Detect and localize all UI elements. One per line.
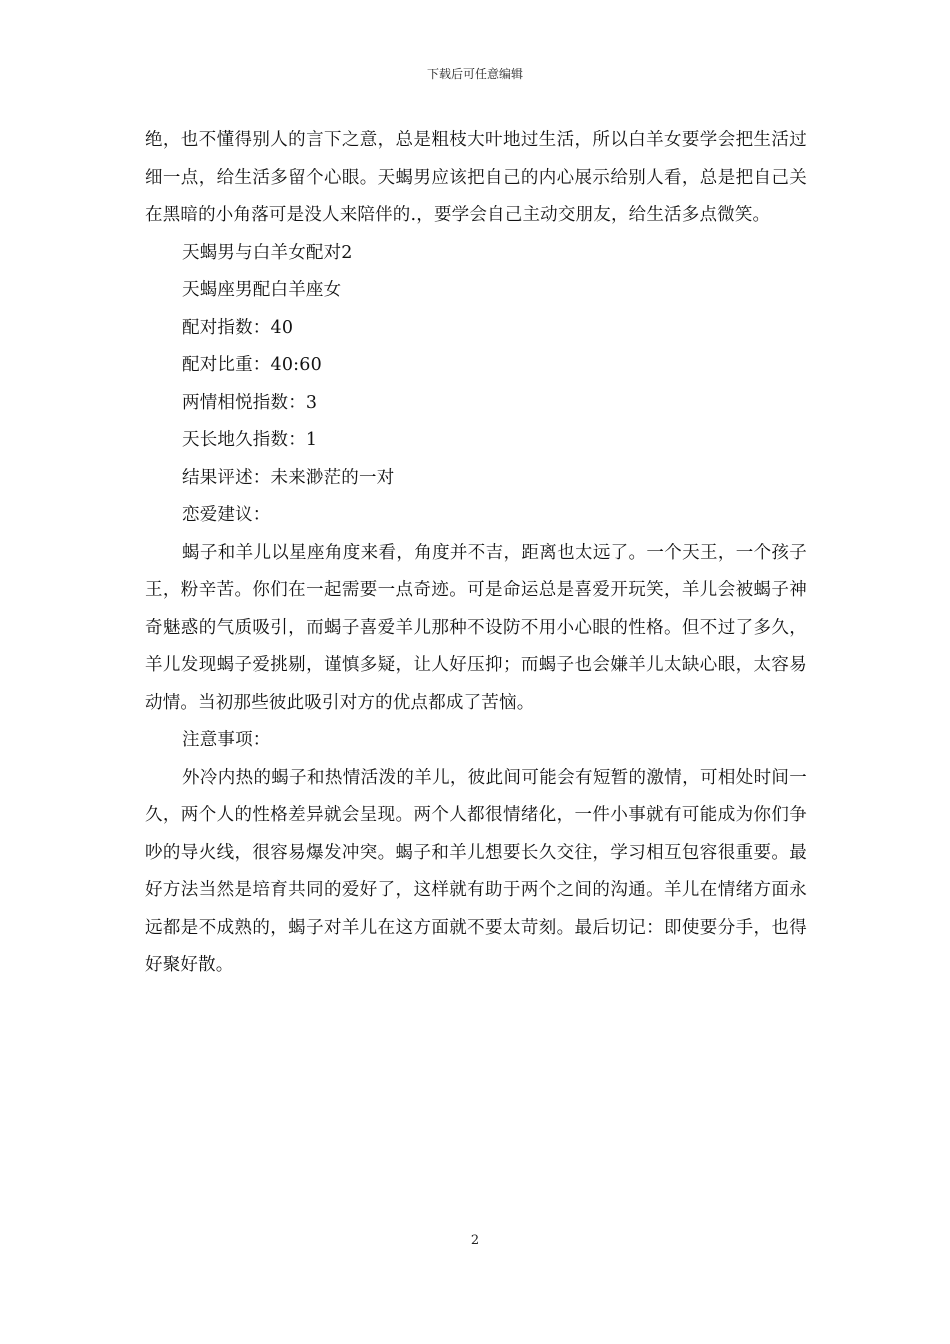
forever-index: 天长地久指数：1 bbox=[182, 430, 318, 450]
pair-ratio: 配对比重：40:60 bbox=[182, 355, 322, 375]
mutual-affection-index: 两情相悦指数：3 bbox=[182, 392, 318, 413]
result-comment: 结果评述：未来渺茫的一对 bbox=[182, 467, 395, 488]
page-header: 下载后可任意编辑 bbox=[426, 67, 523, 81]
pair-index: 配对指数：40 bbox=[182, 317, 294, 338]
section-subtitle: 天蝎座男配白羊座女 bbox=[182, 280, 342, 300]
advice-heading: 恋爱建议： bbox=[182, 505, 271, 525]
section-title: 天蝎男与白羊女配对2 bbox=[182, 242, 353, 263]
paragraph-continuation: 绝，也不懂得别人的言下之意，总是粗枝大叶地过生活，所以白羊女要学会把生活过细一点，给生活多留个心眼。天蝎男应该把自己的内心展示给别人看，总是把自己关在黑暗的小角落可是没人来陪伴的.，要学会自己主动交朋友，给生活多点微笑。 bbox=[145, 130, 807, 225]
notes-heading: 注意事项： bbox=[182, 730, 271, 750]
advice-paragraph: 蝎子和羊儿以星座角度来看，角度并不吉，距离也太远了。一个天王，一个孩子王，粉辛苦。你们在一起需要一点奇迹。可是命运总是喜爱开玩笑，羊儿会被蝎子神奇魅惑的气质吸引，而蝎子喜爱羊儿那种不设防不用小心眼的性格。但不过了多久，羊儿发现蝎子爱挑剔，谨慎多疑，让人好压抑；而蝎子也会嫌羊儿太缺心眼，太容易动情。当初那些彼此吸引对方的优点都成了苦恼。 bbox=[145, 542, 807, 713]
page-number: 2 bbox=[470, 1233, 480, 1248]
document-body bbox=[145, 122, 807, 985]
notes-paragraph: 外冷内热的蝎子和热情活泼的羊儿，彼此间可能会有短暂的激情，可相处时间一久，两个人的性格差异就会呈现。两个人都很情绪化，一件小事就有可能成为你们争吵的导火线，很容易爆发冲突。蝎子和羊儿想要长久交往，学习相互包容很重要。最好方法当然是培育共同的爱好了，这样就有助于两个之间的沟通。羊儿在情绪方面永远都是不成熟的，蝎子对羊儿在这方面就不要太苛刻。最后切记：即使要分手，也得好聚好散。 bbox=[145, 767, 807, 975]
